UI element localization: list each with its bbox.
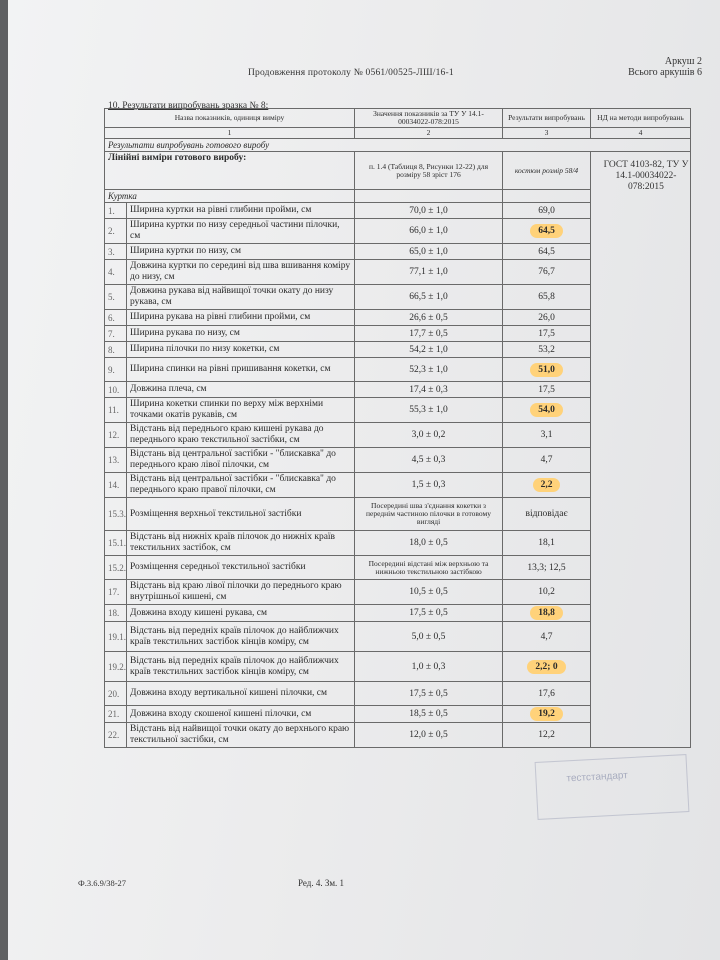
row-number: 3. xyxy=(105,244,127,260)
row-norm-value: 66,5 ± 1,0 xyxy=(355,285,503,310)
table-row xyxy=(105,342,691,358)
col-num-2: 2 xyxy=(355,128,503,139)
table-row xyxy=(105,398,691,423)
row-norm-value: 17,4 ± 0,3 xyxy=(355,382,503,398)
row-result-cell xyxy=(503,260,591,285)
table-row xyxy=(105,556,691,580)
row-result: 69,0 xyxy=(538,205,555,216)
row-name: Ширина рукава по низу, см xyxy=(127,326,355,342)
row-result-cell xyxy=(503,682,591,706)
row-result: 4,7 xyxy=(540,631,553,642)
row-result: 53,2 xyxy=(538,344,555,355)
row-number: 10. xyxy=(105,382,127,398)
table-header-row xyxy=(105,109,691,128)
stamp xyxy=(535,754,690,820)
row-norm-value: 17,5 ± 0,5 xyxy=(355,682,503,706)
row-result-cell xyxy=(503,398,591,423)
highlighted-result: 54,0 xyxy=(530,403,563,417)
row-name: Відстань від нижніх країв пілочок до нижніх країв текстильних застібок, см xyxy=(127,531,355,556)
row-name: Довжина входу скошеної кишені пілочки, см xyxy=(127,706,355,723)
method-cell xyxy=(591,423,691,448)
row-norm-value: 12,0 ± 0,5 xyxy=(355,723,503,748)
row-result-cell xyxy=(503,358,591,382)
row-result: 76,7 xyxy=(538,267,555,277)
row-name: Відстань від передніх країв пілочок до найближчих країв текстильних застібок кінців коміру, см xyxy=(127,652,355,682)
row-norm-value: Посередині відстані між верхньою та нижньою текстильною застібкою xyxy=(355,556,503,580)
row-number: 22. xyxy=(105,723,127,748)
highlighted-result: 18,8 xyxy=(530,606,563,620)
col-value-header: Значення показників за ТУ У 14.1-00034022-078:2015 xyxy=(355,109,503,128)
row-number: 15.2. xyxy=(105,556,127,580)
table-row xyxy=(105,498,691,531)
method-cell xyxy=(591,652,691,682)
row-number: 6. xyxy=(105,310,127,326)
method-cell xyxy=(591,219,691,244)
method-cell xyxy=(591,310,691,326)
row-number: 4. xyxy=(105,260,127,285)
row-name: Ширина кокетки спинки по верху між верхніми точками окатів рукавів, см xyxy=(127,398,355,423)
form-code: Ф.3.6.9/38-27 xyxy=(78,878,127,888)
row-number: 21. xyxy=(105,706,127,723)
sheet-number: Аркуш 2 xyxy=(664,56,702,67)
row-result-cell xyxy=(503,342,591,358)
table-row xyxy=(105,310,691,326)
table-row xyxy=(105,244,691,260)
row-norm-value: 70,0 ± 1,0 xyxy=(355,203,503,219)
method-cell xyxy=(591,326,691,342)
table-row xyxy=(105,652,691,682)
row-number: 8. xyxy=(105,342,127,358)
row-norm-value: 5,0 ± 0,5 xyxy=(355,622,503,652)
row-number: 1. xyxy=(105,203,127,219)
document-page xyxy=(8,0,720,960)
method-cell xyxy=(591,556,691,580)
method-cell xyxy=(591,382,691,398)
row-name: Ширина пілочки по низу кокетки, см xyxy=(127,342,355,358)
row-name: Відстань від центральної застібки - "блискавка" до переднього краю лівої пілочки, см xyxy=(127,448,355,473)
row-name: Ширина куртки по низу середньої частини пілочки, см xyxy=(127,219,355,244)
row-result-cell xyxy=(503,605,591,622)
linear-label: Лінійні виміри готового виробу: xyxy=(105,152,355,190)
row-name: Довжина плеча, см xyxy=(127,382,355,398)
row-name: Відстань від центральної застібки - "блискавка" до переднього краю правої пілочки, см xyxy=(127,473,355,498)
sheets-total: Всього аркушів 6 xyxy=(628,67,702,78)
highlighted-result: 19,2 xyxy=(530,707,563,721)
method-cell xyxy=(591,473,691,498)
results-table xyxy=(104,108,691,748)
highlighted-result: 2,2 xyxy=(533,478,561,492)
row-name: Розміщення верхньої текстильної застібки xyxy=(127,498,355,531)
col-num-3: 3 xyxy=(503,128,591,139)
row-norm-value: 54,2 ± 1,0 xyxy=(355,342,503,358)
row-result-cell xyxy=(503,423,591,448)
row-result: 17,6 xyxy=(538,688,555,699)
method-cell xyxy=(591,622,691,652)
row-result: 3,1 xyxy=(540,430,553,440)
method-cell xyxy=(591,531,691,556)
row-result: 64,5 xyxy=(538,246,555,257)
row-norm-value: 1,5 ± 0,3 xyxy=(355,473,503,498)
row-result: 13,3; 12,5 xyxy=(527,562,566,573)
row-norm-value: 18,5 ± 0,5 xyxy=(355,706,503,723)
method-cell xyxy=(591,260,691,285)
empty-cell xyxy=(355,190,503,203)
table-row xyxy=(105,285,691,310)
method-cell xyxy=(591,706,691,723)
row-number: 15.3. xyxy=(105,498,127,531)
table-row xyxy=(105,326,691,342)
row-result-cell xyxy=(503,219,591,244)
table-row xyxy=(105,203,691,219)
row-result-cell xyxy=(503,326,591,342)
row-result: 26,0 xyxy=(538,312,555,323)
row-norm-value: 65,0 ± 1,0 xyxy=(355,244,503,260)
method-cell xyxy=(591,498,691,531)
row-name: Довжина куртки по середині від шва вшивання коміру до низу, см xyxy=(127,260,355,285)
method-cell xyxy=(591,580,691,605)
row-result-cell xyxy=(503,723,591,748)
method-cell xyxy=(591,682,691,706)
row-name: Ширина куртки по низу, см xyxy=(127,244,355,260)
row-number: 13. xyxy=(105,448,127,473)
row-name: Довжина входу вертикальної кишені пілочки, см xyxy=(127,682,355,706)
results-title-row xyxy=(105,139,691,152)
row-number: 18. xyxy=(105,605,127,622)
row-number: 12. xyxy=(105,423,127,448)
row-result-cell xyxy=(503,244,591,260)
row-number: 17. xyxy=(105,580,127,605)
row-name: Відстань від найвищої точки окату до верхнього краю текстильної застібки, см xyxy=(127,723,355,748)
table-row xyxy=(105,605,691,622)
row-number: 11. xyxy=(105,398,127,423)
row-result-cell xyxy=(503,531,591,556)
col-name-header: Назва показників, одиниця виміру xyxy=(105,109,355,128)
col-num-4: 4 xyxy=(591,128,691,139)
row-name: Довжина входу кишені рукава, см xyxy=(127,605,355,622)
table-row xyxy=(105,531,691,556)
row-number: 9. xyxy=(105,358,127,382)
row-name: Ширина рукава на рівні глибини пройми, см xyxy=(127,310,355,326)
row-result-cell xyxy=(503,310,591,326)
column-numbers-row xyxy=(105,128,691,139)
row-norm-value: 18,0 ± 0,5 xyxy=(355,531,503,556)
row-result: 12,2 xyxy=(538,730,555,740)
highlighted-result: 64,5 xyxy=(530,224,563,238)
row-result: 10,2 xyxy=(538,587,555,597)
method-cell xyxy=(591,605,691,622)
revision: Ред. 4. Зм. 1 xyxy=(298,878,345,888)
row-result: 65,8 xyxy=(538,292,555,302)
row-result-cell xyxy=(503,203,591,219)
col-num-1: 1 xyxy=(105,128,355,139)
row-result-cell xyxy=(503,622,591,652)
row-result: 4,7 xyxy=(540,455,553,465)
table-row xyxy=(105,382,691,398)
row-norm-value: 1,0 ± 0,3 xyxy=(355,652,503,682)
row-name: Відстань від краю лівої пілочки до переднього краю внутрішньої кишені, см xyxy=(127,580,355,605)
method-cell xyxy=(591,285,691,310)
col-method-header: НД на методи випробувань xyxy=(591,109,691,128)
row-number: 20. xyxy=(105,682,127,706)
table-row xyxy=(105,260,691,285)
table-row xyxy=(105,448,691,473)
row-name: Ширина спинки на рівні пришивання кокетки, см xyxy=(127,358,355,382)
row-norm-value: 4,5 ± 0,3 xyxy=(355,448,503,473)
row-norm-value: 66,0 ± 1,0 xyxy=(355,219,503,244)
method-cell xyxy=(591,448,691,473)
row-result-cell xyxy=(503,285,591,310)
method-cell xyxy=(591,398,691,423)
row-name: Розміщення середньої текстильної застібки xyxy=(127,556,355,580)
highlighted-result: 51,0 xyxy=(530,363,563,377)
table-row xyxy=(105,622,691,652)
row-name: Відстань від переднього краю кишені рукава до переднього краю текстильної застібки, см xyxy=(127,423,355,448)
row-result-cell xyxy=(503,580,591,605)
row-result-cell xyxy=(503,652,591,682)
group-label: Куртка xyxy=(105,190,355,203)
row-result: 18,1 xyxy=(538,538,555,548)
row-number: 5. xyxy=(105,285,127,310)
method-cell xyxy=(591,342,691,358)
row-number: 7. xyxy=(105,326,127,342)
row-norm-value: 17,5 ± 0,5 xyxy=(355,605,503,622)
method-cell xyxy=(591,203,691,219)
protocol-title: Продовження протоколу № 0561/00525-ЛШ/16-1 xyxy=(248,68,454,78)
section-title: 10. Результати випробувань зразка № 8: xyxy=(108,101,269,111)
row-result-cell xyxy=(503,448,591,473)
row-number: 19.2. xyxy=(105,652,127,682)
table-row xyxy=(105,219,691,244)
table-row xyxy=(105,358,691,382)
row-result-cell xyxy=(503,382,591,398)
row-number: 2. xyxy=(105,219,127,244)
row-number: 14. xyxy=(105,473,127,498)
row-number: 15.1. xyxy=(105,531,127,556)
empty-cell xyxy=(503,190,591,203)
table-row xyxy=(105,682,691,706)
row-result: 17,5 xyxy=(538,384,555,395)
results-title: Результати випробувань готового виробу xyxy=(105,139,691,152)
product-label: костюм розмір 58/4 xyxy=(503,152,591,190)
row-number: 19.1. xyxy=(105,622,127,652)
method-cell xyxy=(591,723,691,748)
gost-reference: ГОСТ 4103-82, ТУ У 14.1-00034022-078:2015 xyxy=(603,160,689,192)
row-name: Ширина куртки на рівні глибини пройми, см xyxy=(127,203,355,219)
row-name: Довжина рукава від найвищої точки окату до низу рукава, см xyxy=(127,285,355,310)
row-norm-value: Посередині шва з'єднання кокетки з переднім частиною пілочки в готовому вигляді xyxy=(355,498,503,531)
table-row xyxy=(105,473,691,498)
method-cell xyxy=(591,358,691,382)
row-result-cell xyxy=(503,556,591,580)
row-norm-value: 52,3 ± 1,0 xyxy=(355,358,503,382)
row-result-cell xyxy=(503,706,591,723)
table-row xyxy=(105,580,691,605)
sheet-info xyxy=(628,56,702,78)
col-result-header: Результати випробувань xyxy=(503,109,591,128)
stamp-text: тестстандарт xyxy=(566,770,629,785)
row-norm-value: 26,6 ± 0,5 xyxy=(355,310,503,326)
row-name: Відстань від передніх країв пілочок до найближчих країв текстильних застібок кінців коміру, см xyxy=(127,622,355,652)
table-row xyxy=(105,706,691,723)
row-result: 17,5 xyxy=(538,328,555,339)
row-norm-value: 55,3 ± 1,0 xyxy=(355,398,503,423)
table-row xyxy=(105,423,691,448)
row-norm-value: 77,1 ± 1,0 xyxy=(355,260,503,285)
row-result-cell xyxy=(503,498,591,531)
row-norm-value: 17,7 ± 0,5 xyxy=(355,326,503,342)
reference-text: п. 1.4 (Таблиця 8, Рисунки 12-22) для розміру 58 зріст 176 xyxy=(355,152,503,190)
method-cell xyxy=(591,244,691,260)
row-result-cell xyxy=(503,473,591,498)
table-row xyxy=(105,723,691,748)
highlighted-result: 2,2; 0 xyxy=(527,660,565,674)
row-result: відповідає xyxy=(525,509,568,519)
row-norm-value: 3,0 ± 0,2 xyxy=(355,423,503,448)
row-norm-value: 10,5 ± 0,5 xyxy=(355,580,503,605)
